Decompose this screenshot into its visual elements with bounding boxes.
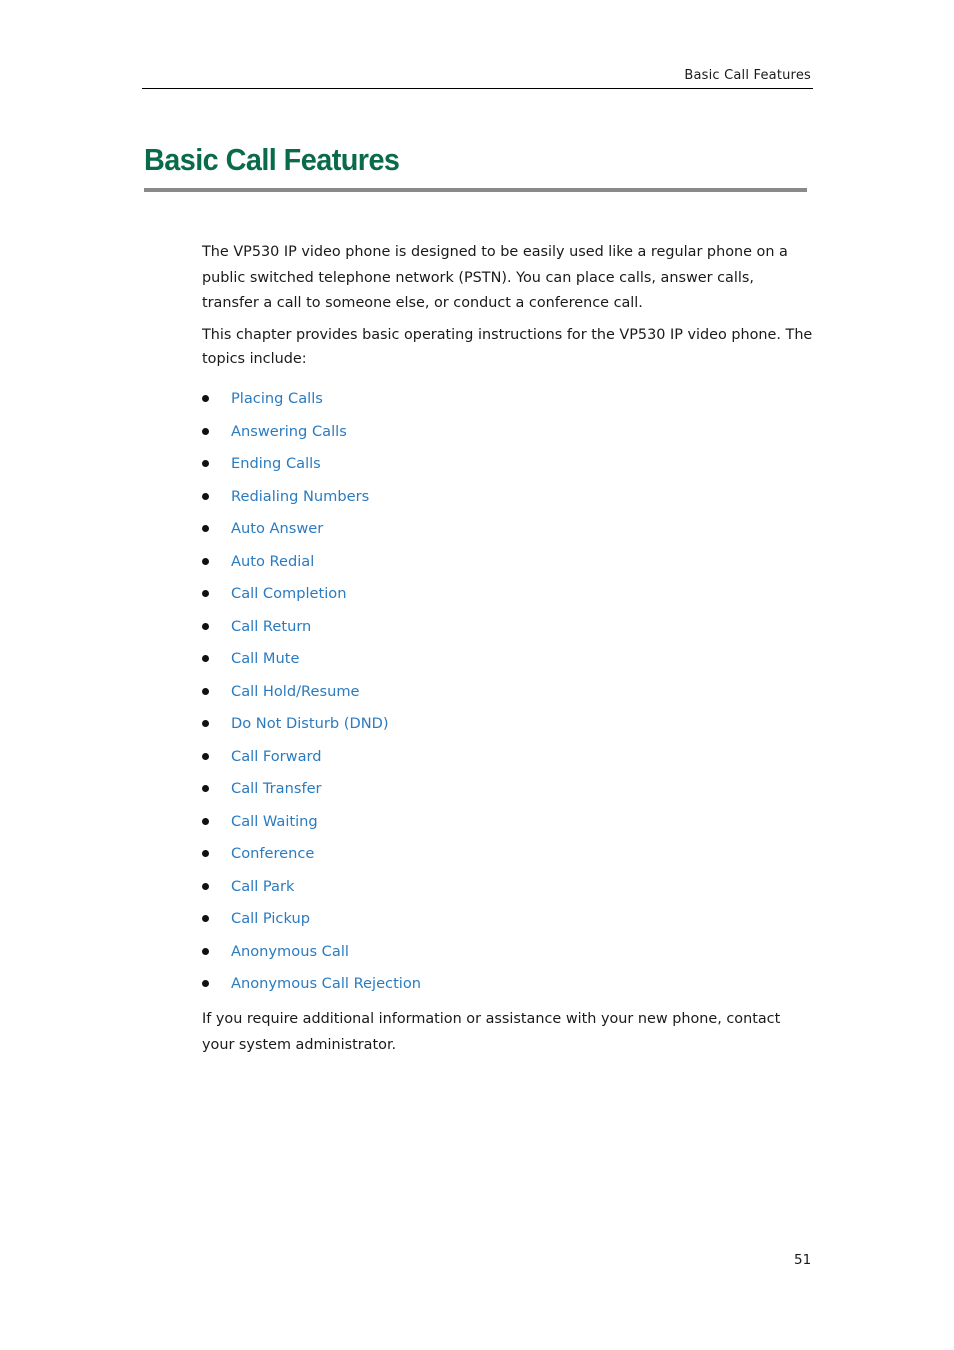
topic-link-answering-calls[interactable]: Answering Calls [231,422,347,440]
title-divider [144,188,807,192]
bullet-icon [202,428,209,435]
topic-link-call-completion[interactable]: Call Completion [231,585,347,602]
bullet-icon [202,753,209,760]
intro-paragraph: The VP530 IP video phone is designed to be easily used like a regular phone on a public switched telephone network (PSTN). You can place calls, answer calls, transfer a call to someone else, or conduct a conference call. [202,244,788,311]
topic-link-ending-calls[interactable]: Ending Calls [231,455,321,472]
topic-link-call-waiting[interactable]: Call Waiting [231,812,318,830]
topic-link-anonymous-call-rejection[interactable]: Anonymous Call Rejection [231,975,422,992]
topic-link-redialing-numbers[interactable]: Redialing Numbers [231,487,370,505]
topic-link-anonymous-call[interactable]: Anonymous Call [231,942,349,960]
bullet-icon [202,980,209,987]
bullet-icon [202,460,209,467]
bullet-icon [202,850,209,857]
topic-link-call-park[interactable]: Call Park [231,877,295,895]
bullet-icon [202,525,209,532]
topic-link-call-forward[interactable]: Call Forward [231,747,322,765]
bullet-icon [202,883,209,890]
topic-link-call-transfer[interactable]: Call Transfer [231,780,322,797]
bullet-icon [202,720,209,727]
bullet-icon [202,655,209,662]
topic-link-conference[interactable]: Conference [231,845,315,862]
topic-link-auto-redial[interactable]: Auto Redial [231,552,315,570]
bullet-icon [202,818,209,825]
bullet-icon [202,915,209,922]
bullet-icon [202,948,209,955]
bullet-icon [202,623,209,630]
topic-link-do-not-disturb[interactable]: Do Not Disturb (DND) [231,715,389,732]
running-header-title: Basic Call Features [684,68,811,83]
topics-intro-paragraph: This chapter provides basic operating instructions for the VP530 IP video phone. The topics include: [202,327,813,367]
topic-link-call-hold-resume[interactable]: Call Hold/Resume [231,682,360,700]
topic-link-auto-answer[interactable]: Auto Answer [231,520,324,537]
bullet-icon [202,493,209,500]
bullet-icon [202,558,209,565]
page-number: 51 [794,1252,812,1268]
topic-link-call-mute[interactable]: Call Mute [231,650,300,667]
topic-link-call-pickup[interactable]: Call Pickup [231,910,310,927]
bullet-icon [202,395,209,402]
bullet-icon [202,590,209,597]
topic-link-call-return[interactable]: Call Return [231,617,312,635]
bullet-icon [202,688,209,695]
topic-link-placing-calls[interactable]: Placing Calls [231,390,323,407]
chapter-title: Basic Call Features [144,142,400,177]
closing-paragraph: If you require additional information or assistance with your new phone, contact your system administrator. [202,1011,781,1053]
bullet-icon [202,785,209,792]
running-header [142,66,813,89]
